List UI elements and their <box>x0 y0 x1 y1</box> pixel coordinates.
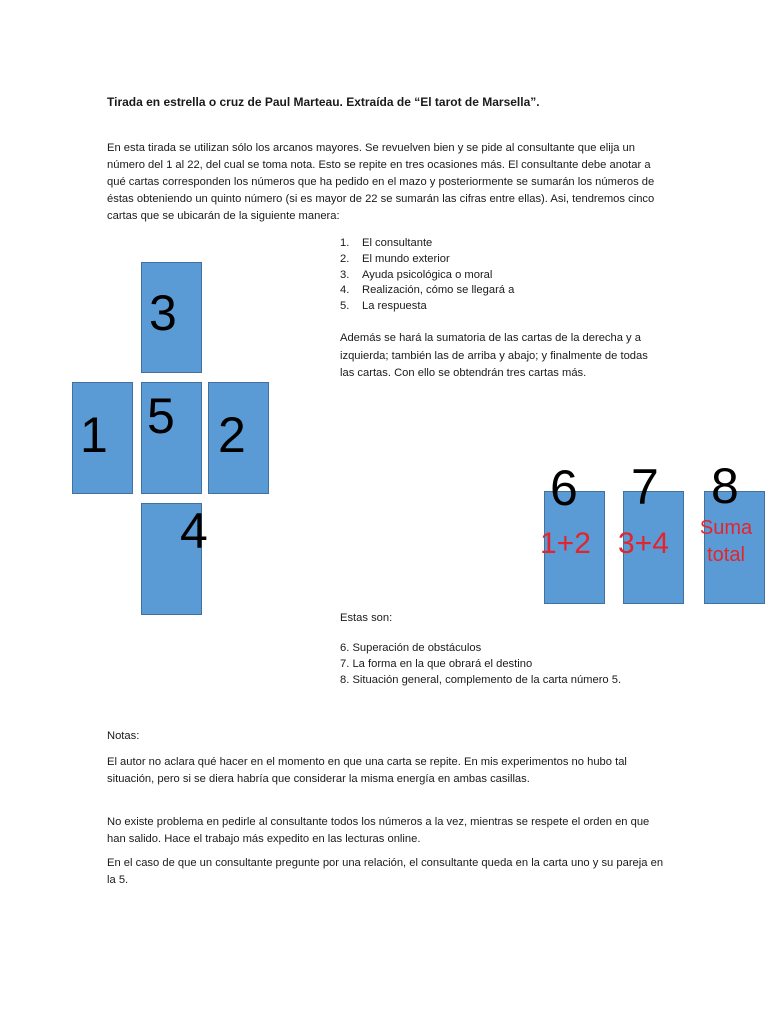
card-1-number: 1 <box>80 407 108 463</box>
list-item: 8. Situación general, complemento de la carta número 5. <box>340 674 622 686</box>
list-item: 1. El consultante <box>340 237 433 249</box>
notes-title: Notas: <box>107 730 140 742</box>
sum-paragraph: Además se hará la sumatoria de las cartas de la derecha y a izquierda; también las de arriba y abajo; y finalmente de todas las cartas. Con ello se obtendrán tres cartas más. <box>340 332 648 379</box>
list-item: 5. La respuesta <box>340 300 427 313</box>
card-7-formula: 3+4 <box>618 527 669 560</box>
list-item: 4. Realización, cómo se llegará a <box>340 284 515 297</box>
list-item: 7. La forma en la que obrará el destino <box>340 658 533 670</box>
card-6-formula: 1+2 <box>540 527 591 560</box>
card-8-number: 8 <box>711 458 739 514</box>
card-3-number: 3 <box>149 285 177 341</box>
list-item: 2. El mundo exterior <box>340 252 450 265</box>
list-item: 6. Superación de obstáculos <box>340 642 482 654</box>
card-5-number: 5 <box>147 388 175 444</box>
intro-paragraph: En esta tirada se utilizan sólo los arcanos mayores. Se revuelven bien y se pide al consultante que elija un número del 1 al 22, del cual se toma nota. Esto se repite en tres ocasiones más. El consultante debe anotar a qué cartas corresponden los números que ha pedido en el mazo y posteriormente se sumarán los números de éstas obteniendo un quinto número (si es mayor de 22 se sumarán las cifras entre ellas). Asi, tendremos cinco cartas que se ubicarán de la siguiente manera: <box>107 142 655 222</box>
meanings-list <box>340 640 621 688</box>
note-2: No existe problema en pedirle al consultante todos los números a la vez, mientras se respete el orden en que han salido. Hace el trabajo más expedito en las lecturas online. <box>107 816 650 845</box>
estas-son-label: Estas son: <box>340 612 393 624</box>
card-6-number: 6 <box>550 460 578 516</box>
card-8-formula: Suma total <box>699 517 753 566</box>
list-item: 3. Ayuda psicológica o moral <box>340 268 493 281</box>
card-7-number: 7 <box>631 459 659 515</box>
page-title: Tirada en estrella o cruz de Paul Marteau. Extraída de “El tarot de Marsella”. <box>107 95 540 109</box>
note-3: En el caso de que un consultante pregunte por una relación, el consultante queda en la carta uno y su pareja en la 5. <box>107 857 664 886</box>
card-4-number: 4 <box>180 503 208 559</box>
positions-list <box>340 236 514 315</box>
note-1: El autor no aclara qué hacer en el momento en que una carta se repite. En mis experimentos no hubo tal situación, pero si se diera habría que considerar la misma energía en ambas casillas. <box>107 756 627 785</box>
card-2-number: 2 <box>218 407 246 463</box>
